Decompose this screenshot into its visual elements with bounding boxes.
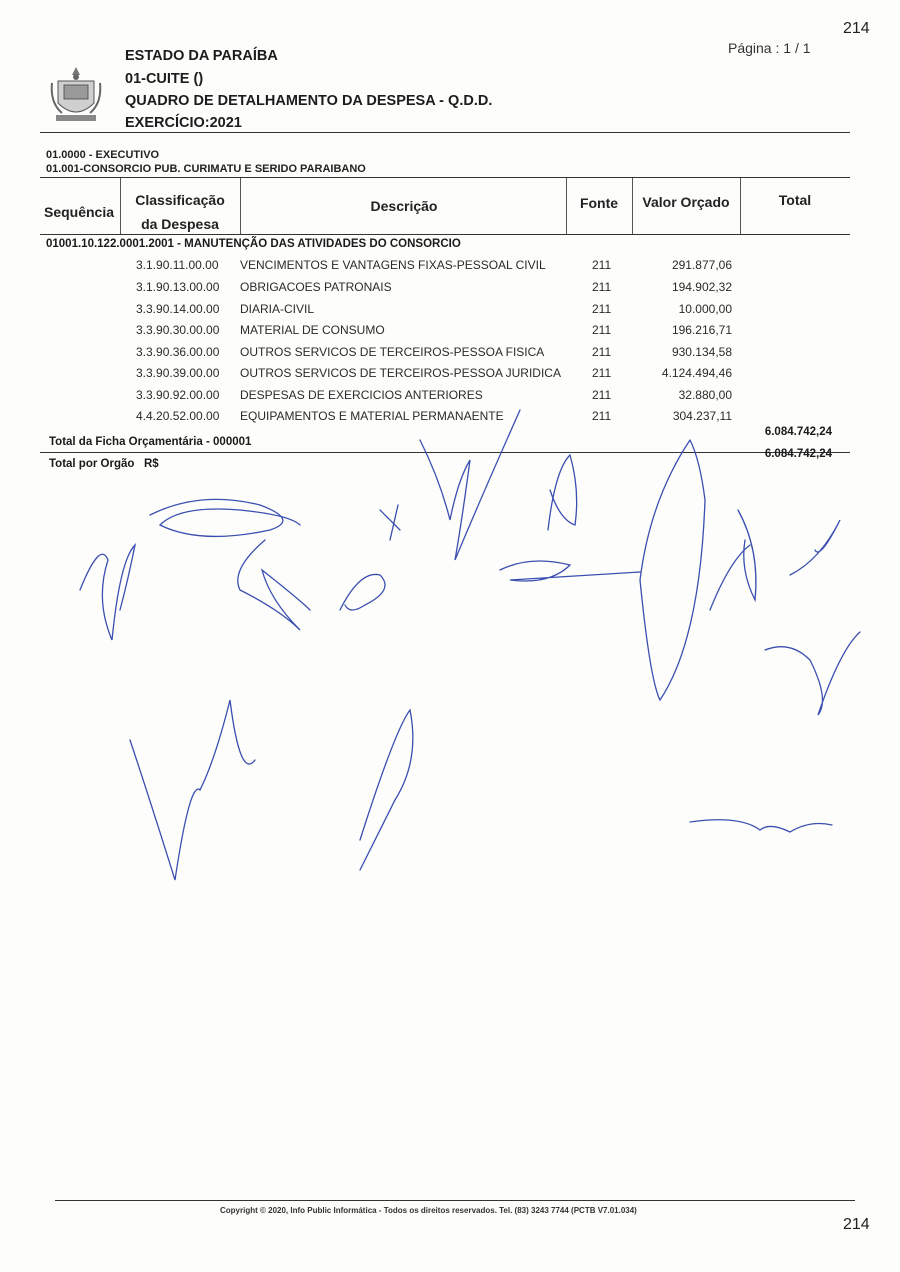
coat-of-arms-icon — [50, 63, 102, 125]
row-classification: 3.1.90.11.00.00 — [136, 258, 219, 272]
row-fonte: 211 — [592, 345, 612, 359]
header-rule — [40, 132, 850, 133]
row-valor: 194.902,32 — [671, 280, 732, 294]
row-fonte: 211 — [592, 323, 612, 337]
row-classification: 3.1.90.13.00.00 — [136, 280, 220, 294]
table-row — [0, 302, 900, 322]
ficha-total-value: 6.084.742,24 — [764, 426, 832, 438]
row-valor: 196.216,71 — [671, 323, 732, 337]
signature-14 — [360, 710, 413, 870]
row-valor: 32.880,00 — [678, 388, 732, 402]
row-fonte: 211 — [592, 280, 612, 294]
col-classificacao-line2: da Despesa — [141, 216, 219, 232]
row-description: EQUIPAMENTOS E MATERIAL PERMANAENTE — [240, 409, 504, 423]
col-total: Total — [778, 192, 812, 208]
row-valor: 10.000,00 — [678, 302, 732, 316]
row-fonte: 211 — [592, 258, 612, 272]
totals-rule — [40, 452, 850, 453]
row-description: DESPESAS DE EXERCICIOS ANTERIORES — [240, 388, 483, 402]
signature-12 — [765, 632, 860, 715]
table-row — [0, 323, 900, 343]
row-classification: 4.4.20.52.00.00 — [136, 409, 220, 423]
row-classification: 3.3.90.30.00.00 — [136, 323, 220, 337]
row-description: VENCIMENTOS E VANTAGENS FIXAS-PESSOAL CIVIL — [240, 258, 546, 272]
signature-3 — [238, 540, 310, 630]
col-sequencia: Sequência — [43, 204, 115, 220]
row-classification: 3.3.90.14.00.00 — [136, 302, 220, 316]
table-row — [0, 366, 900, 386]
pagination-label: Página : 1 / 1 — [728, 40, 811, 56]
signature-4 — [340, 574, 385, 610]
signature-15 — [690, 820, 832, 832]
col-classificacao-line1: Classificação — [135, 192, 225, 208]
table-row — [0, 345, 900, 365]
row-fonte: 211 — [592, 388, 612, 402]
row-classification: 3.3.90.36.00.00 — [136, 345, 220, 359]
action-group-title: 01001.10.122.0001.2001 - MANUTENÇÃO DAS ATIVIDADES DO CONSORCIO — [46, 238, 461, 250]
table-row — [0, 258, 900, 278]
signature-8 — [500, 561, 640, 581]
header-state: ESTADO DA PARAÍBA — [125, 48, 278, 64]
row-fonte: 211 — [592, 409, 612, 423]
col-separator — [120, 178, 121, 234]
row-description: OBRIGACOES PATRONAIS — [240, 280, 392, 294]
row-valor: 4.124.494,46 — [661, 366, 732, 380]
col-separator — [740, 178, 741, 234]
row-description: OUTROS SERVICOS DE TERCEIROS-PESSOA JURIDICA — [240, 366, 561, 380]
header-entity: 01-CUITE () — [125, 71, 204, 87]
col-valor-orcado: Valor Orçado — [642, 194, 730, 210]
table-header-rule — [40, 234, 850, 235]
col-fonte: Fonte — [579, 195, 619, 211]
signature-9 — [640, 440, 705, 700]
header-exercise: EXERCÍCIO:2021 — [125, 115, 242, 131]
footer-rule — [55, 1200, 855, 1201]
orgao-total-value: 6.084.742,24 — [764, 448, 832, 460]
col-separator — [240, 178, 241, 234]
signature-1 — [80, 545, 135, 640]
page-number-top: 214 — [843, 20, 870, 37]
signature-7 — [548, 455, 577, 530]
row-description: MATERIAL DE CONSUMO — [240, 323, 385, 337]
signature-11 — [790, 520, 840, 575]
row-fonte: 211 — [592, 366, 612, 380]
row-valor: 930.134,58 — [671, 345, 732, 359]
org-subunit: 01.001-CONSORCIO PUB. CURIMATU E SERIDO PARAIBANO — [46, 163, 366, 175]
header-report-title: QUADRO DE DETALHAMENTO DA DESPESA - Q.D.D. — [125, 93, 493, 109]
table-row — [0, 280, 900, 300]
page-number-bottom: 214 — [843, 1216, 870, 1233]
col-separator — [566, 178, 567, 234]
row-classification: 3.3.90.39.00.00 — [136, 366, 220, 380]
table-top-rule — [40, 177, 850, 178]
ficha-total-label: Total da Ficha Orçamentária - 000001 — [49, 436, 252, 448]
footer-copyright: Copyright © 2020, Info Public Informática - Todos os direitos reservados. Tel. (83) 3243 7744 (PCTB V7.01.034) — [220, 1206, 637, 1215]
col-separator — [632, 178, 633, 234]
row-fonte: 211 — [592, 302, 612, 316]
row-description: OUTROS SERVICOS DE TERCEIROS-PESSOA FISICA — [240, 345, 545, 359]
row-valor: 304.237,11 — [672, 409, 732, 423]
org-unit: 01.0000 - EXECUTIVO — [46, 149, 160, 161]
row-valor: 291.877,06 — [671, 258, 732, 272]
signature-6 — [420, 410, 520, 560]
signature-5 — [380, 505, 400, 540]
col-descricao: Descrição — [370, 198, 438, 214]
signature-13 — [130, 700, 255, 880]
row-description: DIARIA-CIVIL — [240, 302, 315, 316]
table-row — [0, 388, 900, 408]
row-classification: 3.3.90.92.00.00 — [136, 388, 220, 402]
signature-2 — [150, 499, 300, 536]
orgao-total-label: Total por Orgão R$ — [49, 458, 159, 470]
signature-10 — [710, 510, 756, 610]
